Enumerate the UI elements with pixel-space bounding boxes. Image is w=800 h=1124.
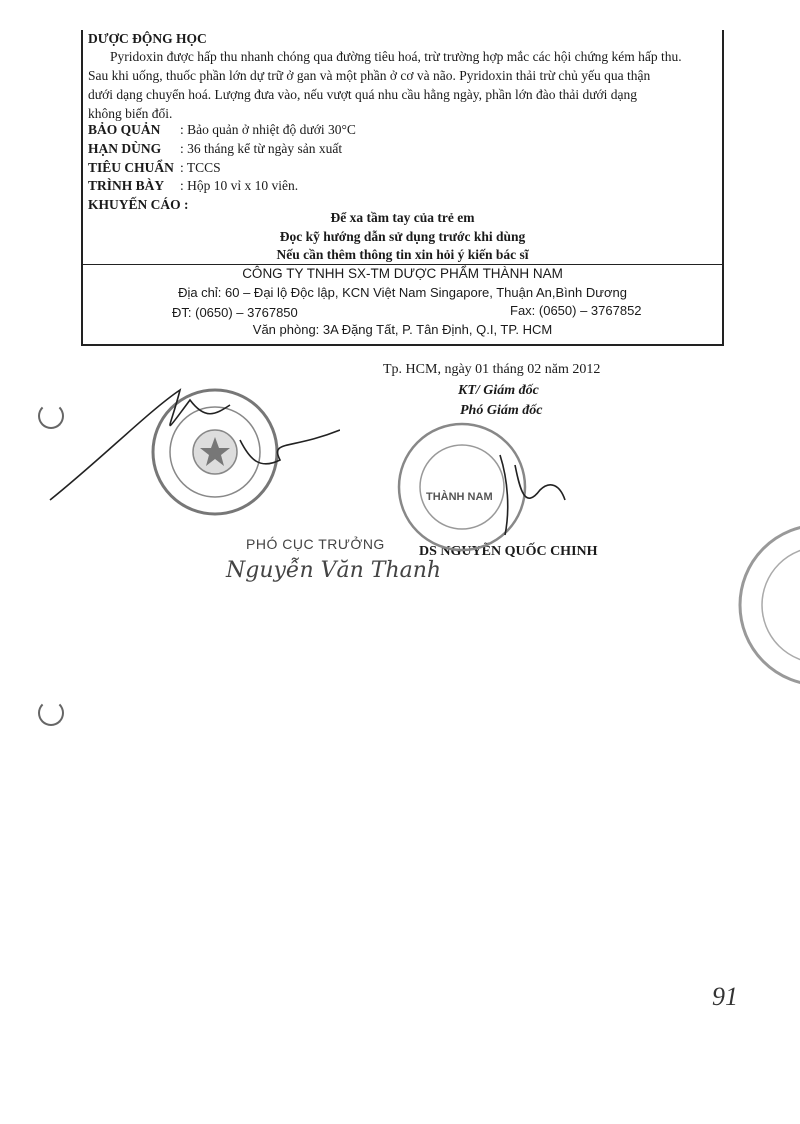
paragraph-line: không biến đổi. (88, 106, 173, 121)
approval-name: Nguyễn Văn Thanh (226, 558, 442, 583)
company-address: Địa chỉ: 60 – Đại lộ Độc lập, KCN Việt Nam Singapore, Thuận An,Bình Dương (178, 285, 627, 300)
field-label-packaging: TRÌNH BÀY (88, 178, 165, 193)
field-value-standard: : TCCS (180, 160, 221, 175)
partial-stamp (735, 520, 800, 690)
field-value-storage: : Bảo quản ở nhiệt độ dưới 30°C (180, 122, 356, 137)
approval-signature (40, 370, 340, 520)
page-number: 91 (712, 982, 738, 1011)
punch-hole-mark (38, 700, 64, 726)
field-value-expiry: : 36 tháng kể từ ngày sản xuất (180, 141, 343, 156)
company-office: Văn phòng: 3A Đặng Tất, P. Tân Định, Q.I, TP. HCM (252, 322, 553, 337)
signer-name: DS NGUYỄN QUỐC CHINH (419, 544, 598, 559)
warning-line: Để xa tầm tay của trẻ em (330, 210, 475, 225)
company-name: CÔNG TY TNHH SX-TM DƯỢC PHẨM THÀNH NAM (242, 266, 563, 281)
company-fax: Fax: (0650) – 3767852 (510, 303, 642, 318)
company-divider (81, 264, 724, 265)
section-heading-pharmacokinetics: DƯỢC ĐỘNG HỌC (88, 31, 207, 46)
approval-title: PHÓ CỤC TRƯỞNG (246, 536, 385, 552)
signer-title-1: KT/ Giám đốc (458, 383, 539, 398)
signer-title-2: Phó Giám đốc (460, 403, 543, 418)
punch-hole-mark (38, 403, 64, 429)
field-label-storage: BẢO QUẢN (88, 122, 161, 137)
field-value-packaging: : Hộp 10 vỉ x 10 viên. (180, 178, 299, 193)
warning-line: Nếu cần thêm thông tin xin hỏi ý kiến bác sĩ (276, 247, 529, 262)
company-stamp-text: THÀNH NAM (426, 491, 493, 503)
company-phone: ĐT: (0650) – 3767850 (172, 305, 298, 320)
field-label-warning: KHUYẾN CÁO : (88, 197, 189, 212)
paragraph-line: Pyridoxin được hấp thu nhanh chóng qua đường tiêu hoá, trừ trường hợp mắc các hội chứng kém hấp thu. (110, 49, 682, 64)
paragraph-line: Sau khi uống, thuốc phần lớn dự trữ ở gan và một phần ở cơ và não. Pyridoxin thải trừ chủ yếu qua thận (88, 68, 651, 83)
warning-line: Đọc kỹ hướng dẫn sử dụng trước khi dùng (279, 229, 526, 244)
place-date: Tp. HCM, ngày 01 tháng 02 năm 2012 (383, 362, 601, 377)
field-label-standard: TIÊU CHUẨN (88, 160, 174, 175)
field-label-expiry: HẠN DÙNG (88, 141, 162, 156)
paragraph-line: dưới dạng chuyển hoá. Lượng đưa vào, nếu vượt quá nhu cầu hằng ngày, phần lớn đào thải dưới dạng (88, 87, 638, 102)
director-signature (480, 450, 570, 540)
